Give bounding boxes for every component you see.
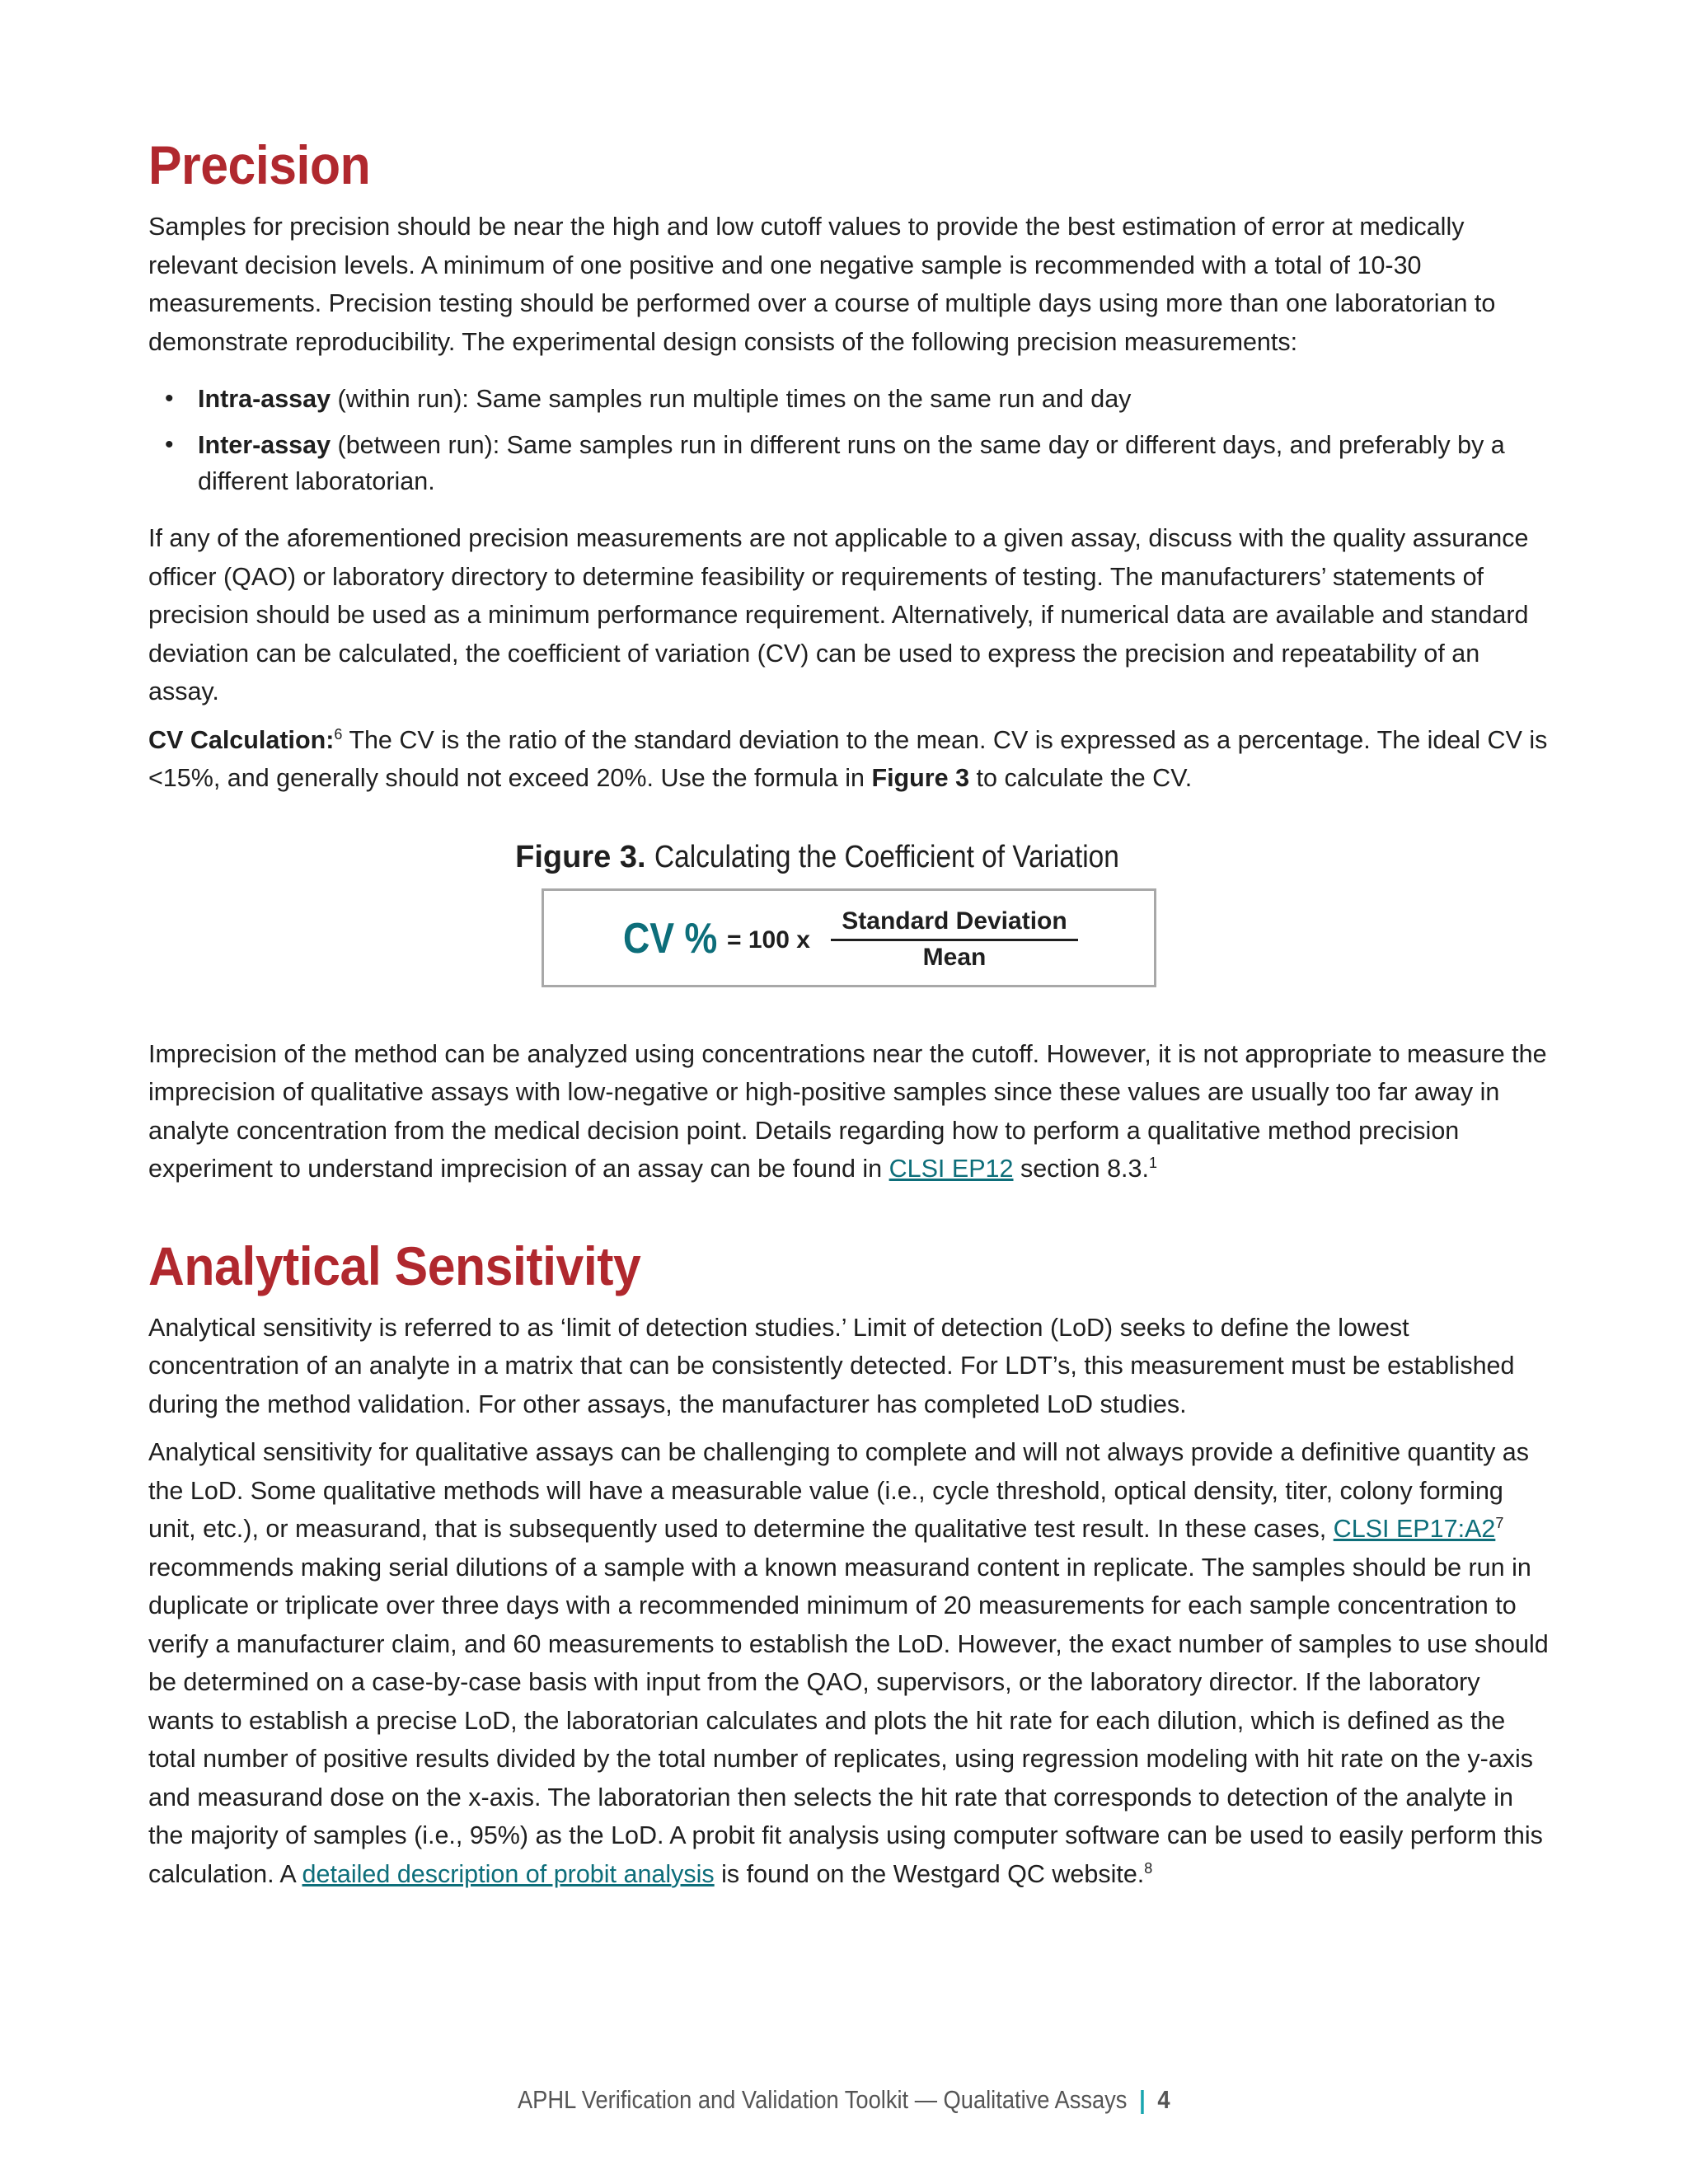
page-footer xyxy=(0,2083,1688,2116)
bullet-text: (between run): Same samples run in different runs on the same day or different days, and preferably by a different laboratorian. xyxy=(198,431,1505,495)
clsi-ep17-a2-link[interactable]: CLSI EP17:A2 xyxy=(1333,1515,1496,1543)
footer-title: APHL Verification and Validation Toolkit — Qualitative Assays xyxy=(518,2085,1128,2114)
footnote-ref: 8 xyxy=(1144,1859,1153,1877)
precision-paragraph-3: Imprecision of the method can be analyzed using concentrations near the cutoff. However, it is not appropriate to measure the imprecision of qualitative assays with low-negative or high-positive samples since these values are usually too far away in analyte concentration from the medical decision point. Details regarding how to perform a qualitative method precision experiment to understand imprecision of an assay can be found in CLSI EP12 section 8.3.$^1$ xyxy=(148,1039,1547,1183)
bullet-term: Inter-assay xyxy=(198,431,331,459)
cv-calculation-paragraph: CV Calculation:$^6$ The CV is the ratio of the standard deviation to the mean. CV is expressed as a percentage. The ideal CV is <15%, and generally should not exceed 20%. Use the formula in Figure 3 to calculate the CV. xyxy=(148,725,1548,792)
analytical-sensitivity-heading: Analytical Sensitivity xyxy=(148,1235,641,1296)
figure-label: Figure 3. xyxy=(515,839,646,874)
footnote-ref: 1 xyxy=(1148,1154,1157,1171)
footer-separator: | xyxy=(1139,2085,1146,2114)
bullet-icon: • xyxy=(165,431,174,458)
figure-caption-text: Calculating the Coefficient of Variation xyxy=(654,839,1119,874)
fraction-denominator: Mean xyxy=(922,943,987,971)
cv-calculation-term: CV Calculation: xyxy=(148,725,335,754)
footnote-ref: 6 xyxy=(334,725,343,743)
bullet-icon: • xyxy=(165,385,174,412)
formula-fraction xyxy=(831,906,1078,974)
precision-heading: Precision xyxy=(148,134,371,195)
bullet-text: (within run): Same samples run multiple times on the same run and day xyxy=(331,385,1132,413)
cv-formula-box xyxy=(542,888,1156,987)
list-item xyxy=(165,427,1550,499)
precision-paragraph-1: Samples for precision should be near the high and low cutoff values to provide the best estimation of error at medically relevant decision levels. A minimum of one positive and one negative sample is recommended with a total of 10-30 measurements. Precision testing should be performed over a course of multiple days using more than one laboratorian to demonstrate reproducibility. The experimental design consists of the following precision measurements: xyxy=(148,213,1496,356)
probit-analysis-link[interactable]: detailed description of probit analysis xyxy=(302,1859,715,1888)
list-item xyxy=(165,381,1550,417)
figure-3 xyxy=(148,837,1550,987)
figure-caption xyxy=(148,837,1550,877)
fraction-numerator: Standard Deviation xyxy=(831,906,1078,941)
bullet-term: Intra-assay xyxy=(198,385,331,413)
footnote-ref: 7 xyxy=(1495,1514,1504,1531)
figure-reference: Figure 3 xyxy=(871,764,970,792)
sensitivity-paragraph-1: Analytical sensitivity is referred to as ‘limit of detection studies.’ Limit of detection (LoD) seeks to define the lowest concentration of an analyte in a matrix that can be consistently detected. For LDT’s, this measurement must be established during the method validation. For other assays, the manufacturer has completed LoD studies. xyxy=(148,1313,1515,1418)
formula-multiplier: = 100 x xyxy=(727,926,810,954)
precision-bullet-list xyxy=(148,381,1550,499)
document-page xyxy=(148,132,1550,1893)
clsi-ep12-link[interactable]: CLSI EP12 xyxy=(889,1155,1014,1183)
sensitivity-paragraph-2: Analytical sensitivity for qualitative assays can be challenging to complete and will not always provide a definitive quantity as the LoD. Some qualitative methods will have a measurable value (i.e., cycle threshold, optical density, titer, colony forming unit, etc.), or measurand, that is subsequently used to determine the qualitative test result. In these cases, CLSI $EP17:A2^7$ recommends making serial dilutions of a sample with a known measurand content in replicate. The samples should be run in duplicate or triplicate over three days with a recommended minimum of 20 measurements for each sample concentration to verify a manufacturer claim, and 60 measurements to establish the LoD. However, the exact number of samples to use should be determined on a case-by-case basis with input from the QAO, supervisors, or the laboratory director. If the laboratory wants to establish a precise LoD, the laboratorian calculates and plots the hit rate for each dilution, which is defined as the total number of positive results divided by the total number of replicates, using regression modeling with hit rate on the y-axis and measurand dose on the x-axis. The laboratorian then selects the hit rate that corresponds to detection of the analyte in the majority of samples (i.e., 95%) as the LoD. A probit fit analysis using computer software can be used to easily perform this calculation. A detailed description of probit analysis is found on the Westgard QC website.$^8$ xyxy=(148,1438,1549,1888)
precision-paragraph-2: If any of the aforementioned precision measurements are not applicable to a given assay, discuss with the quality assurance officer (QAO) or laboratory directory to determine feasibility or requirements of testing. The manufacturers’ statements of precision should be used as a minimum performance requirement. Alternatively, if numerical data are available and standard deviation can be calculated, the coefficient of variation (CV) can be used to express the precision and repeatability of an assay. xyxy=(148,524,1529,705)
page-number: 4 xyxy=(1157,2085,1170,2114)
cv-percent-label: CV % xyxy=(623,914,718,963)
